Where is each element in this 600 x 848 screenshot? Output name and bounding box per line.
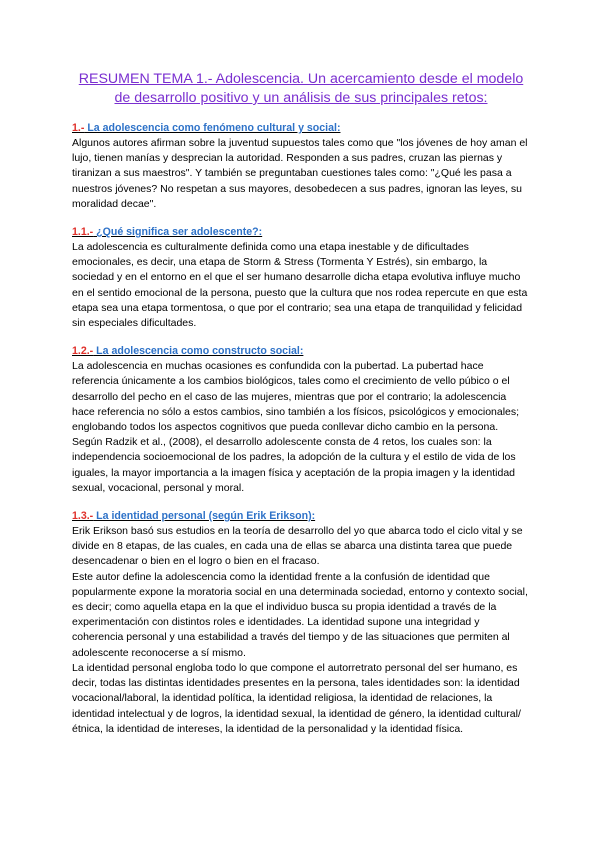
paragraph: Según Radzik et al., (2008), el desarrollo adolescente consta de 4 retos, los cuales son: la independencia socioemocional de los padres, la adopción de la cultura y el estilo de vida de los iguales, la mayor importancia a la imagen física y aceptación de la propia imagen y la identidad sexual, vocacional, personal y moral.	[72, 436, 516, 494]
paragraph: La identidad personal engloba todo lo que compone el autorretrato personal del ser humano, es decir, todas las distintas identidades presentes en la persona, tales identidades son: la identidad vocacional/laboral, la identidad política, la identidad religiosa, la identidad de relaciones, la identidad intelectual y de logros, la identidad sexual, la identidad de género, la identidad cultural/étnica, la identidad de intereses, la identidad de la personalidad y la identidad física.	[72, 661, 521, 735]
section-1	[72, 121, 530, 212]
section-title: ¿Qué significa ser adolescente?:	[93, 226, 263, 239]
section-heading	[72, 509, 530, 523]
paragraph: Este autor define la adolescencia como la identidad frente a la confusión de identidad que popularmente expone la moratoria social en una determinada sociedad, entorno y contexto social, es decir; como aquella etapa en la que el individuo busca su propia identidad a través de la experimentación con distintos roles e identidades. La identidad supone una integridad y coherencia personal y una estabilidad a través del tiempo y de las situaciones que permiten al adolescente reconocerse a sí mismo.	[72, 570, 528, 659]
paragraph: La adolescencia es culturalmente definida como una etapa inestable y de dificultades emocionales, es decir, una etapa de Storm & Stress (Tormenta Y Estrés), sin embargo, la sociedad y en el entorno en el que el ser humano desarrolle dicha etapa evolutiva influye mucho en el sentido emocional de la persona, puesto que la cultura que nos rodea repercute en que esta etapa sea una etapa tormentosa, o que por el contrario; sea una etapa de tranquilidad y felicidad sin especiales dificultades.	[72, 241, 528, 330]
section-heading	[72, 344, 530, 358]
section-title: La adolescencia como fenómeno cultural y social:	[84, 122, 341, 134]
section-number: 1.3.-	[72, 510, 94, 523]
paragraph: La adolescencia en muchas ocasiones es confundida con la pubertad. La pubertad hace referencia únicamente a los cambios biológicos, tales como el crecimiento de vello púbico o el desarrollo del pecho en el caso de las mujeres, mientras que por el contrario; la adolescencia hace referencia no sólo a estos cambios, sino también a los físicos, psicológicos y emocionales; englobando todos los aspectos cognitivos que pueda conllevar dicho cambio en la persona.	[72, 360, 520, 434]
section-1-1	[72, 225, 530, 331]
section-number: 1.2.-	[72, 345, 94, 358]
section-number: 1.1.-	[72, 226, 94, 239]
section-heading	[72, 225, 530, 239]
paragraph: Erik Erikson basó sus estudios en la teoría de desarrollo del yo que abarca todo el ciclo vital y se divide en 8 etapas, de las cuales, en cada una de ellas se abarca una distinta tarea que puede desencadenar o bien en el logro o bien en el fracaso.	[72, 525, 523, 568]
paragraph: Algunos autores afirman sobre la juventud supuestos tales como que "los jóvenes de hoy aman el lujo, tienen manías y desprecian la autoridad. Responden a sus padres, cruzan las piernas y tiranizan a sus maestros". Y también se preguntaban cuestiones tales como: "¿Qué les pasa a nuestros jóvenes? No respetan a sus mayores, desobedecen a sus padres, ignoran las leyes, su moralidad decae".	[72, 137, 528, 210]
section-1-2	[72, 344, 530, 496]
section-number: 1.-	[72, 122, 85, 134]
section-title: La adolescencia como constructo social:	[93, 345, 304, 358]
section-1-3	[72, 509, 530, 737]
section-title: La identidad personal (según Erik Erikson):	[93, 510, 316, 523]
document-title: RESUMEN TEMA 1.- Adolescencia. Un acercamiento desde el modelo de desarrollo positivo y un análisis de sus principales retos:	[78, 71, 524, 106]
section-heading	[72, 121, 530, 135]
